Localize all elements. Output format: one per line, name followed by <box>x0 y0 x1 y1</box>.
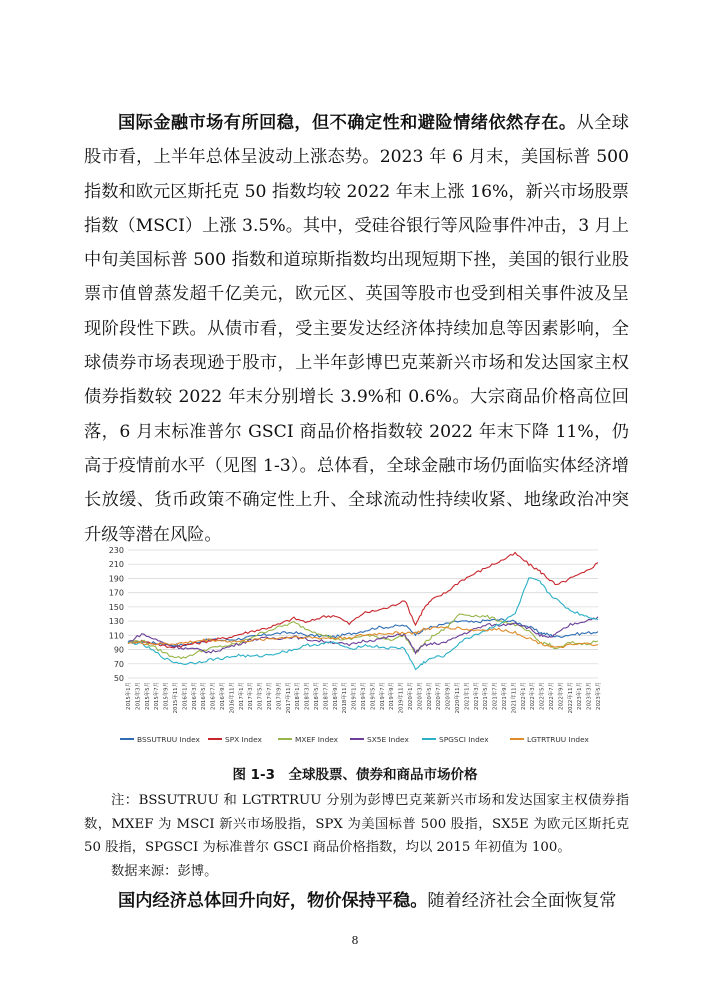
x-tick-label: 2016年9月 <box>220 682 226 710</box>
y-tick-label: 70 <box>113 659 124 669</box>
x-tick-label: 2021年11月 <box>511 682 518 714</box>
x-tick-label: 2017年5月 <box>257 682 264 710</box>
x-tick-label: 2020年1月 <box>408 682 414 710</box>
series-line <box>128 627 598 648</box>
x-tick-label: 2021年5月 <box>483 682 490 710</box>
page-number: 8 <box>351 934 359 947</box>
x-tick-label: 2022年1月 <box>520 682 527 710</box>
x-tick-label: 2022年9月 <box>558 682 565 710</box>
x-tick-label: 2020年3月 <box>417 682 424 710</box>
x-tick-label: 2017年9月 <box>276 682 283 710</box>
x-tick-label: 2017年3月 <box>248 682 255 710</box>
y-tick-label: 150 <box>108 602 124 612</box>
x-tick-label: 2018年11月 <box>342 682 349 714</box>
x-tick-label: 2020年11月 <box>455 682 461 714</box>
x-tick-label: 2022年7月 <box>549 682 555 710</box>
x-tick-label: 2019年3月 <box>361 682 367 710</box>
x-tick-label: 2015年11月 <box>173 682 179 714</box>
y-tick-label: 110 <box>108 631 124 641</box>
x-tick-label: 2023年3月 <box>586 682 593 710</box>
x-tick-label: 2019年7月 <box>379 682 386 710</box>
x-tick-label: 2023年1月 <box>577 682 584 710</box>
x-tick-label: 2016年5月 <box>201 682 208 710</box>
data-source: 数据来源：彭博。 <box>111 864 218 879</box>
legend-label: LGTRTRUU Index <box>527 735 589 744</box>
x-tick-label: 2022年3月 <box>530 682 537 710</box>
paragraph-lead: 国际金融市场有所回稳，但不确定性和避险情绪依然存在。 <box>118 113 577 133</box>
paragraph-body: 随着经济社会全面恢复常 <box>427 891 617 911</box>
x-tick-label: 2020年7月 <box>436 682 443 710</box>
legend-label: SPX Index <box>225 735 262 744</box>
legend-label: SX5E Index <box>367 735 409 744</box>
x-tick-label: 2018年7月 <box>323 682 330 710</box>
y-tick-label: 190 <box>108 574 124 584</box>
x-tick-label: 2018年5月 <box>314 682 320 710</box>
paragraph-domestic-economy <box>84 884 629 918</box>
x-tick-label: 2022年5月 <box>539 682 546 710</box>
market-price-chart <box>100 542 610 754</box>
paragraph-body: 从全球股市看，上半年总体呈波动上涨态势。2023 年 6 月末，美国标普 500 指数和欧元区斯托克 50 指数均较 2022 年末上涨 16%，新兴市场股票指数（MSCI）上涨 3.5%。其中，受硅谷银行等风险事件冲击，3 月上中旬美国标普 500 指数和道琼斯指数均出现短期下挫，美国的银行业股票市值曾蒸发超千亿美元，欧元区、英国等股市也受到相关事件波及呈现阶段性下跌。从债市看，受主要发达经济体持续加息等因素影响，全球债券市场表现逊于股市，上半年彭博巴克莱新兴市场和发达国家主权债券指数较 2022 年末分别增长 3.9%和 0.6%。大宗商品价格高位回落，6 月末标准普尔 GSCI 商品价格指数较 2022 年末下降 11%，仍高于疫情前水平（见图 1-3）。总体看，全球金融市场仍面临实体经济增长放缓、货币政策不确定性上升、全球流动性持续收紧、地缘政治冲突升级等潜在风险。 <box>84 113 629 545</box>
y-tick-label: 230 <box>108 546 124 555</box>
x-tick-label: 2019年9月 <box>389 682 396 710</box>
x-tick-label: 2016年11月 <box>229 682 236 714</box>
series-line <box>128 619 598 647</box>
y-tick-label: 210 <box>108 560 124 570</box>
x-tick-label: 2021年7月 <box>492 682 499 710</box>
x-tick-label: 2018年1月 <box>295 682 302 710</box>
x-tick-label: 2017年7月 <box>267 682 273 710</box>
x-tick-label: 2015年7月 <box>154 682 161 710</box>
x-tick-label: 2023年5月 <box>596 682 602 710</box>
legend-label: MXEF Index <box>295 735 339 744</box>
x-tick-label: 2019年1月 <box>351 682 358 710</box>
x-tick-label: 2016年1月 <box>182 682 189 710</box>
x-tick-label: 2020年5月 <box>426 682 433 710</box>
x-tick-label: 2015年1月 <box>126 682 132 710</box>
x-tick-label: 2016年3月 <box>191 682 198 710</box>
x-tick-label: 2020年9月 <box>445 682 452 710</box>
x-tick-label: 2019年5月 <box>370 682 377 710</box>
legend-label: SPGSCI Index <box>439 735 489 744</box>
x-tick-label: 2021年1月 <box>464 682 471 710</box>
x-tick-label: 2018年9月 <box>332 682 339 710</box>
legend-label: BSSUTRUU Index <box>137 735 200 744</box>
x-tick-label: 2017年11月 <box>285 682 292 714</box>
paragraph-intl-markets <box>84 106 629 552</box>
x-tick-label: 2015年9月 <box>163 682 170 710</box>
x-tick-label: 2022年11月 <box>567 682 574 714</box>
x-tick-label: 2017年1月 <box>238 682 245 710</box>
x-tick-label: 2016年7月 <box>210 682 217 710</box>
series-line <box>128 553 598 648</box>
y-tick-label: 50 <box>113 674 124 683</box>
x-tick-label: 2021年3月 <box>473 682 480 710</box>
figure-note: 注：BSSUTRUU 和 LGTRTRUU 分别为彭博巴克莱新兴市场和发达国家主权债券指数，MXEF 为 MSCI 新兴市场股指，SPX 为美国标普 500 股指，SX5E 为欧元区斯托克 50 股指，SPGSCI 为标准普尔 GSCI 商品价格指数，均以 2015 年初值为 100。 <box>84 793 629 855</box>
x-tick-label: 2015年5月 <box>144 682 151 710</box>
y-tick-label: 170 <box>108 588 124 598</box>
series-line <box>128 578 598 670</box>
x-tick-label: 2021年9月 <box>502 682 508 710</box>
x-tick-label: 2019年11月 <box>398 682 405 714</box>
x-tick-label: 2015年3月 <box>135 682 142 710</box>
y-tick-label: 130 <box>108 617 124 627</box>
figure-caption: 图 1-3 全球股票、债券和商品市场价格 <box>232 767 478 783</box>
paragraph-lead: 国内经济总体回升向好，物价保持平稳。 <box>118 891 428 911</box>
y-tick-label: 90 <box>113 645 124 655</box>
x-tick-label: 2018年3月 <box>304 682 311 710</box>
